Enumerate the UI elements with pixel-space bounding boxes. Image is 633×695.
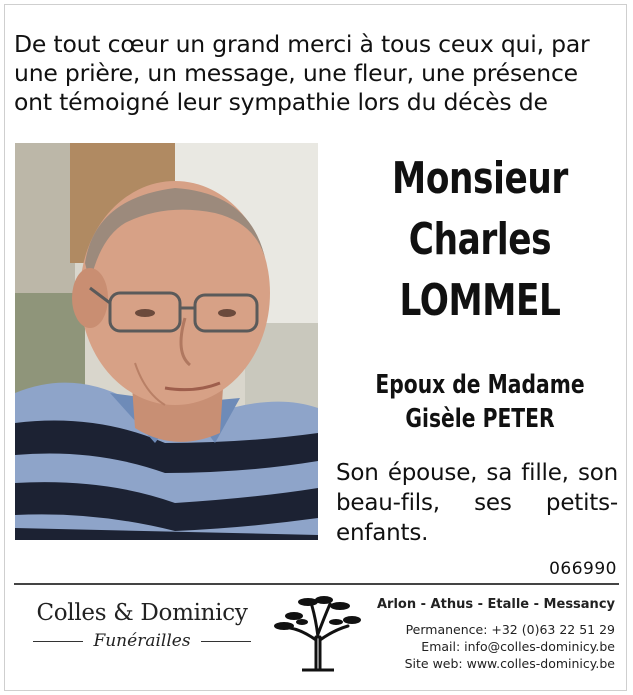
phone-number: Permanence: +32 (0)63 22 51 29 bbox=[405, 622, 615, 637]
funeral-home-logo bbox=[22, 598, 262, 654]
spouse-line-1: Epoux de Madame bbox=[375, 370, 585, 400]
family-members: Son épouse, sa fille, son beau-fils, ses petits-enfants. bbox=[336, 460, 618, 546]
website-address: Site web: www.colles-dominicy.be bbox=[404, 656, 615, 671]
funeral-home-name: Colles & Dominicy bbox=[36, 600, 248, 626]
footer-divider bbox=[14, 583, 619, 585]
spouse-line-2: Gisèle PETER bbox=[405, 404, 555, 434]
first-name: Charles bbox=[408, 214, 552, 265]
last-name: LOMMEL bbox=[399, 275, 561, 326]
tree-icon bbox=[272, 592, 364, 672]
intro-line-2: une prière, un message, une fleur, une présence bbox=[14, 59, 578, 87]
spouse-info bbox=[330, 368, 630, 436]
left-rule bbox=[33, 641, 83, 642]
funeral-home-contact bbox=[355, 596, 615, 672]
portrait-photo bbox=[15, 143, 318, 540]
funeral-home-subtitle: Funérailles bbox=[93, 631, 191, 651]
intro-line-3: ont témoigné leur sympathie lors du décès de bbox=[14, 88, 548, 116]
funeral-home-towns: Arlon - Athus - Etalle - Messancy bbox=[376, 597, 615, 612]
email-address: Email: info@colles-dominicy.be bbox=[421, 639, 615, 654]
right-rule bbox=[201, 641, 251, 642]
reference-number: 066990 bbox=[549, 559, 617, 579]
deceased-name bbox=[330, 148, 630, 331]
thank-you-text bbox=[14, 30, 620, 117]
honorific: Monsieur bbox=[392, 153, 568, 204]
funeral-home-subtitle-row bbox=[22, 628, 262, 654]
intro-line-1: De tout cœur un grand merci à tous ceux qui, par bbox=[14, 30, 590, 58]
